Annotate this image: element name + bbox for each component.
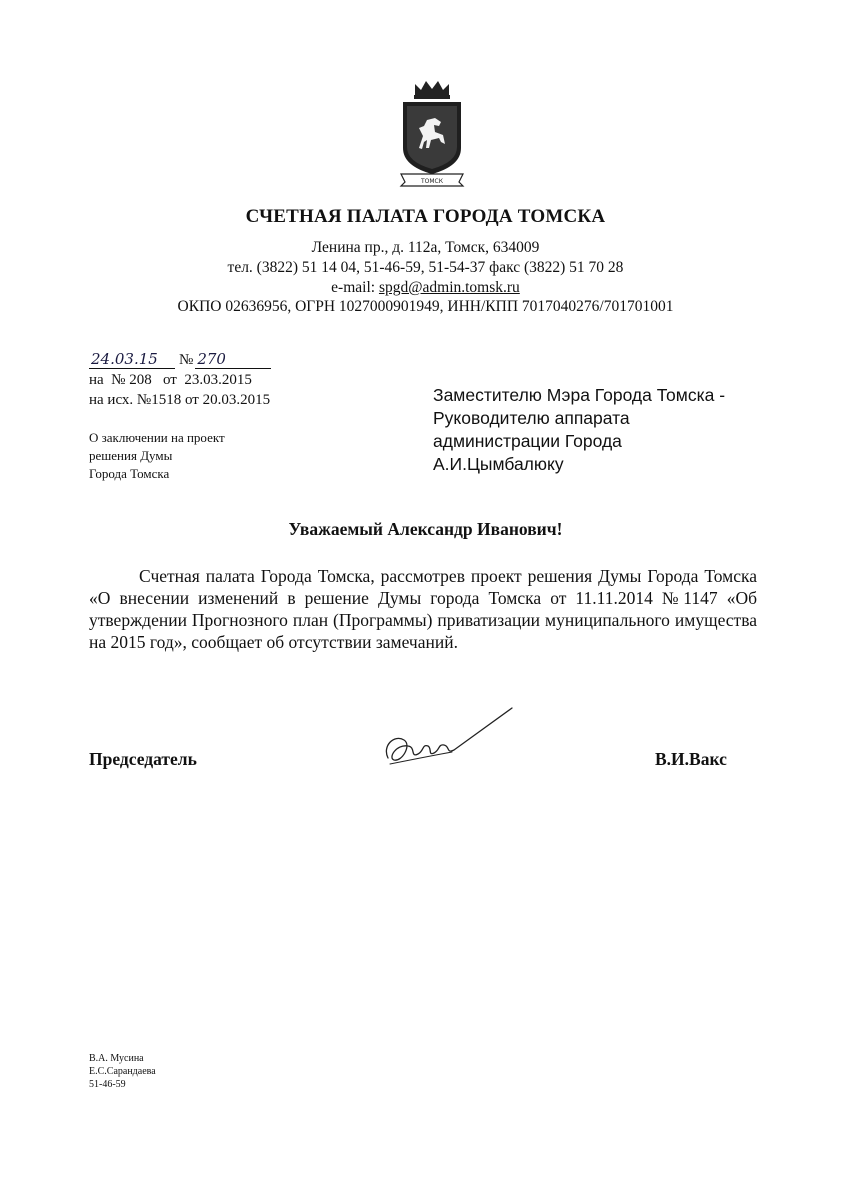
org-email-line [0, 279, 851, 297]
addressee-name: А.И.Цымбалюку [433, 454, 564, 474]
subject-line: О заключении на проект [89, 430, 225, 445]
number-sign: № [179, 352, 194, 368]
addressee-line: Руководителю аппарата [433, 408, 630, 428]
executor-name: В.А. Мусина [89, 1053, 144, 1064]
signatory-name: В.И.Вакс [655, 749, 727, 769]
letter-body: Счетная палата Города Томска, рассмотрев проект решения Думы Города Томска «О внесении изменений в решение Думы города Томска от 11.11.2014 №1147 «Об утверждении Прогнозного план (Программы) приватизации муниципального имущества на 2015 год», сообщает об отсутствии замечаний. [89, 566, 757, 652]
salutation: Уважаемый Александр Иванович! [288, 519, 563, 539]
executor-phone: 51-46-59 [89, 1079, 126, 1090]
org-address: Ленина пр., д. 112а, Томск, 634009 [311, 239, 540, 256]
email-label: e-mail: [331, 279, 379, 296]
executors-block [89, 1052, 156, 1091]
handwritten-signature-icon [380, 700, 520, 775]
executor-name: Е.С.Сарандаева [89, 1066, 156, 1077]
handwritten-date: 24.03.15 [89, 350, 175, 369]
handwritten-number: 270 [195, 350, 271, 369]
tomsk-coat-of-arms-icon [397, 78, 467, 188]
organization-name: СЧЕТНАЯ ПАЛАТА ГОРОДА ТОМСКА [245, 206, 606, 227]
registration-line [89, 350, 271, 369]
email-link[interactable]: spgd@admin.tomsk.ru [378, 279, 520, 296]
addressee-block [433, 384, 725, 476]
subject-line: решения Думы [89, 448, 173, 463]
addressee-line: администрации Города [433, 431, 622, 451]
subject-block [89, 429, 225, 483]
org-phones: тел. (3822) 51 14 04, 51-46-59, 51-54-37 факс (3822) 51 70 28 [227, 259, 624, 276]
addressee-line: Заместителю Мэра Города Томска - [433, 385, 726, 405]
subject-line: Города Томска [89, 466, 170, 481]
ribbon-text: ТОМСК [420, 178, 444, 185]
reference-line: на № 208 от 23.03.2015 [89, 372, 252, 388]
reference-line-outgoing: на исх. №1518 от 20.03.2015 [89, 392, 271, 408]
org-registry-codes: ОКПО 02636956, ОГРН 1027000901949, ИНН/КПП 7017040276/701701001 [177, 298, 674, 315]
signatory-title: Председатель [89, 749, 197, 769]
